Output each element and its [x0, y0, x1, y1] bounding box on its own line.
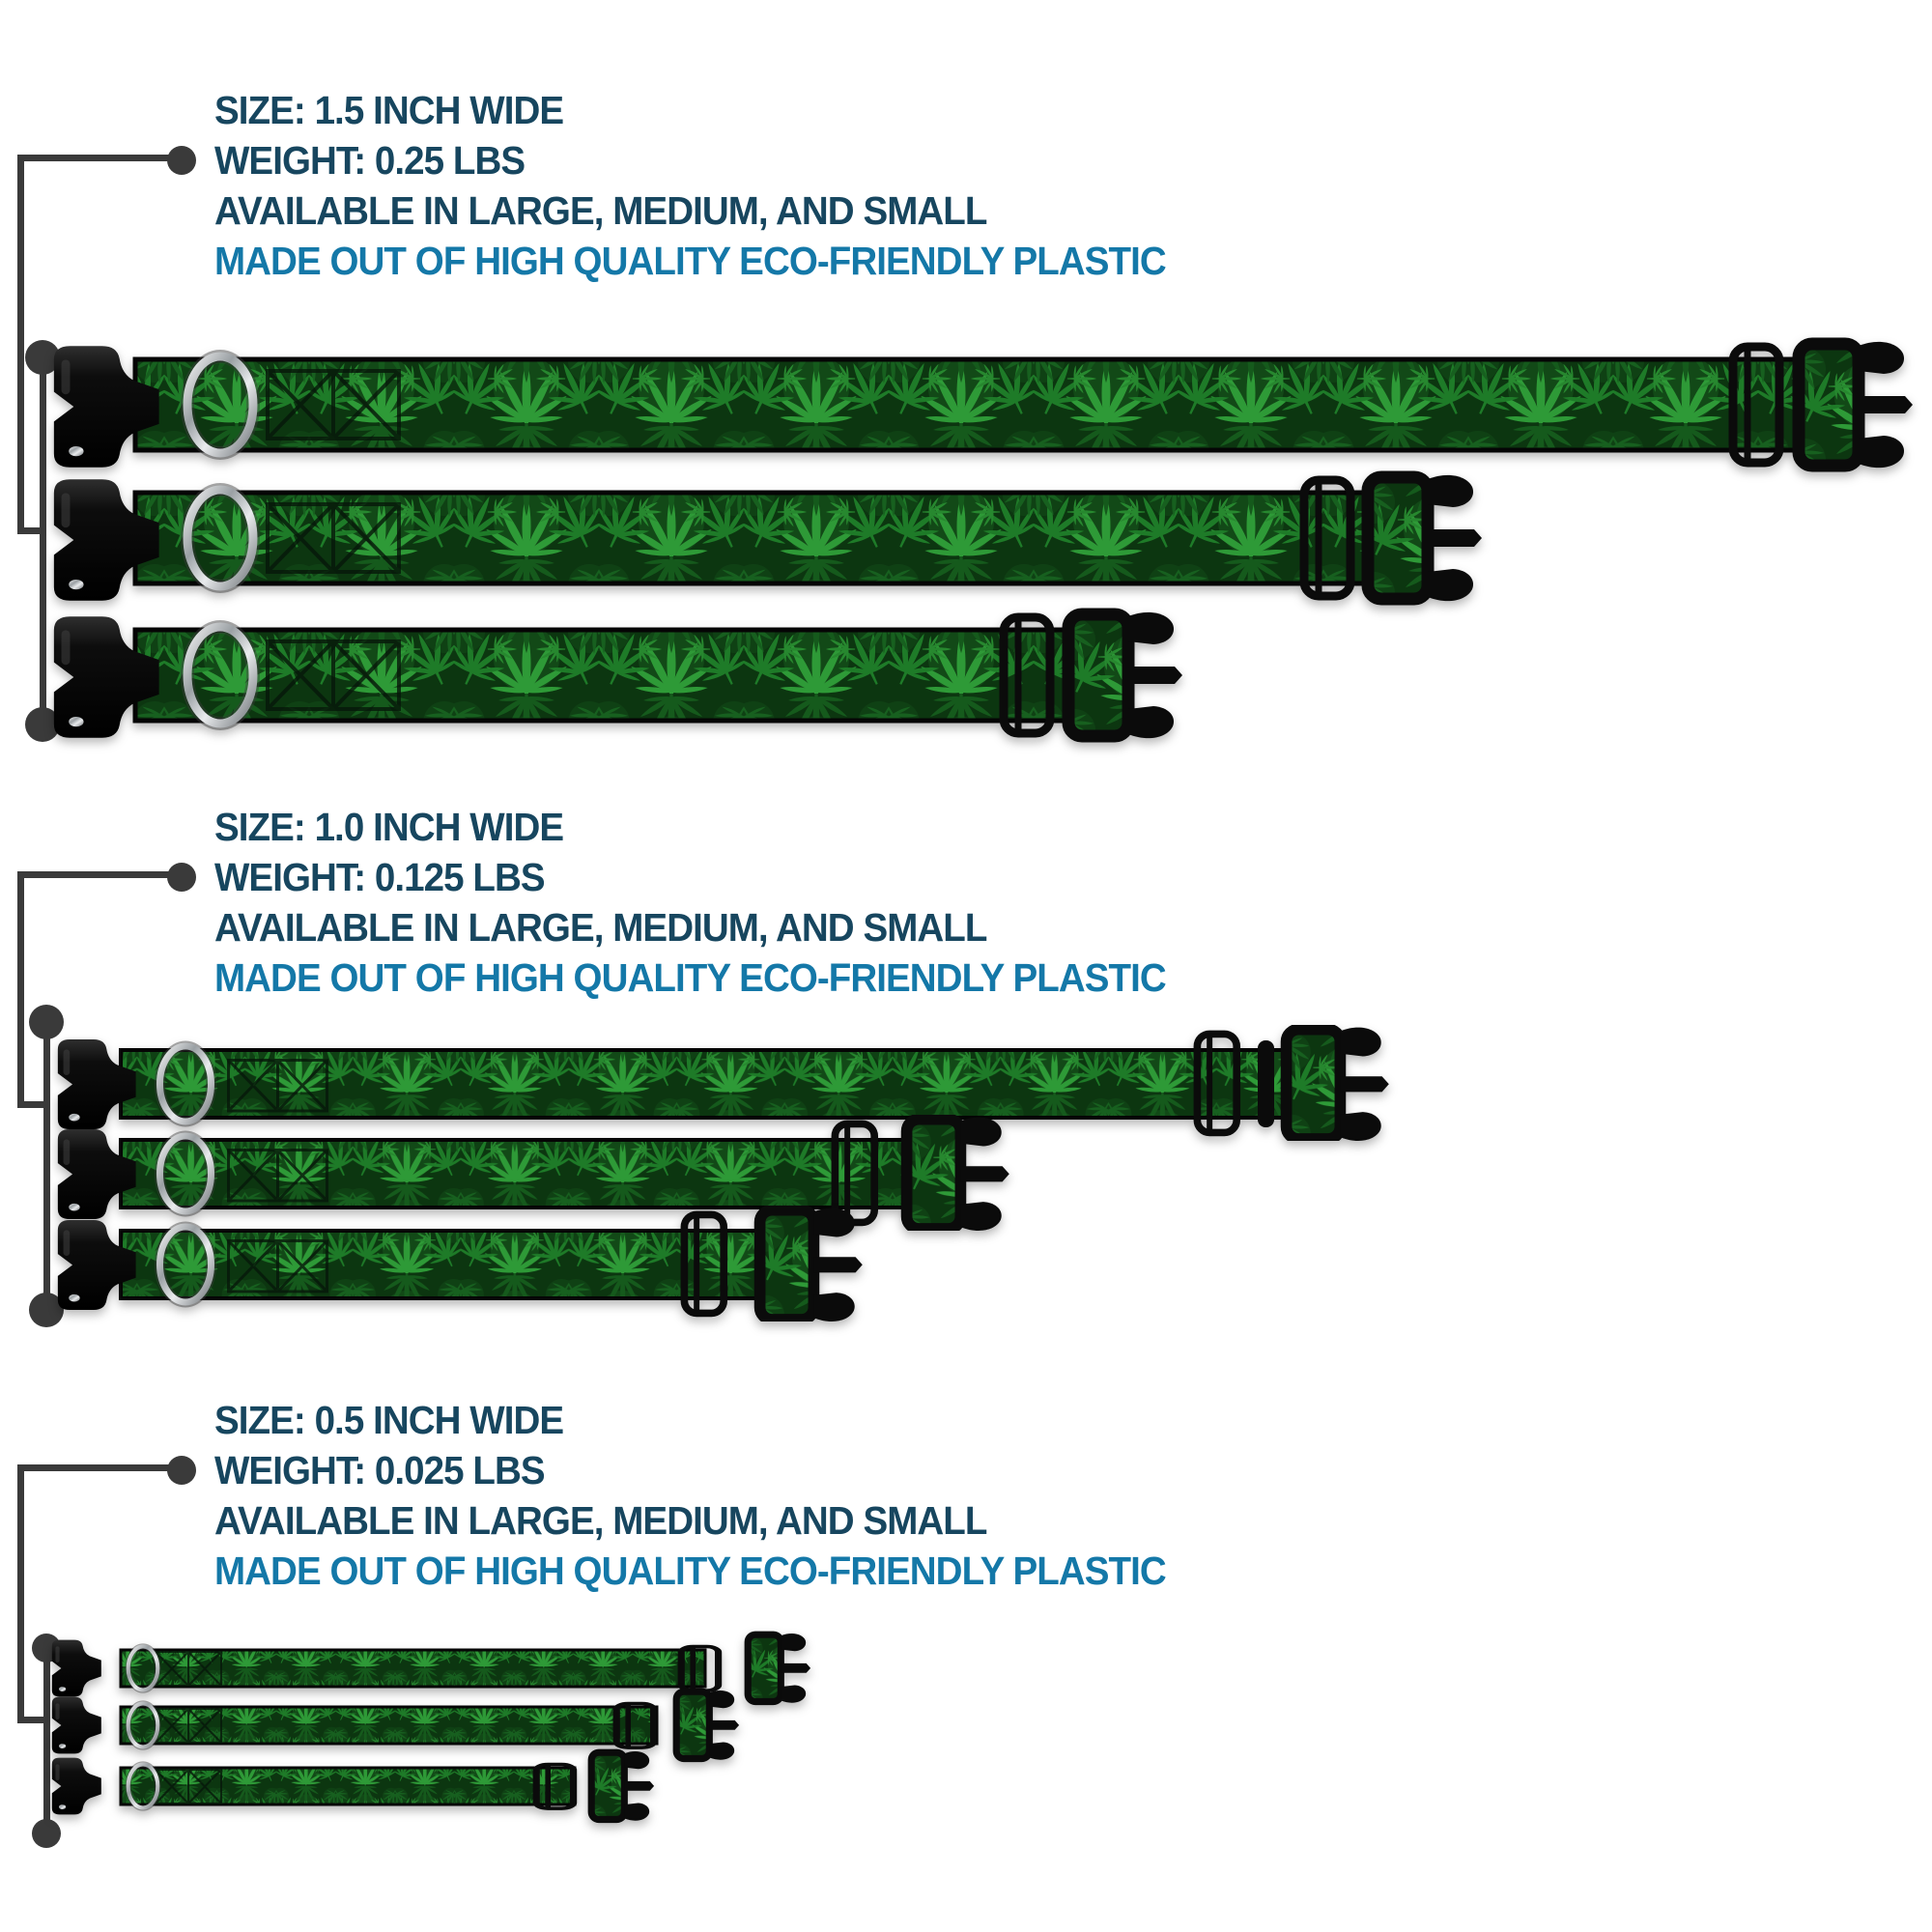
connector-line: [17, 1464, 182, 1471]
connector-line: [17, 871, 24, 1108]
male-buckle: [1068, 612, 1182, 738]
weight-text-3: WEIGHT: 0.025 LBS: [214, 1448, 545, 1492]
strap: [121, 1707, 657, 1744]
connector-line: [17, 1464, 24, 1723]
collar-05in-small: [39, 1747, 860, 1825]
strap: [121, 1650, 705, 1687]
collar-15in-large: [19, 332, 1927, 477]
weight-text-1: WEIGHT: 0.25 LBS: [214, 138, 526, 183]
collar-15in-medium: [19, 466, 1927, 611]
weight-text-2: WEIGHT: 0.125 LBS: [214, 855, 545, 899]
male-buckle: [591, 1751, 654, 1821]
male-buckle: [760, 1208, 863, 1321]
strap: [135, 359, 1802, 450]
female-buckle: [52, 1697, 101, 1754]
availability-text-3: AVAILABLE IN LARGE, MEDIUM, AND SMALL: [214, 1498, 987, 1543]
connector-line: [17, 871, 182, 878]
female-buckle: [52, 1758, 101, 1815]
strap: [135, 630, 1087, 721]
collar-10in-small: [29, 1206, 1430, 1321]
collar-15in-small: [19, 603, 1927, 748]
size-text-2: SIZE: 1.0 INCH WIDE: [214, 805, 564, 849]
material-text-1: MADE OUT OF HIGH QUALITY ECO-FRIENDLY PLASTIC: [214, 239, 1166, 283]
material-text-3: MADE OUT OF HIGH QUALITY ECO-FRIENDLY PLASTIC: [214, 1548, 1166, 1593]
size-text-1: SIZE: 1.5 INCH WIDE: [214, 88, 564, 132]
male-buckle: [1799, 342, 1913, 468]
connector-line: [17, 155, 182, 161]
strap: [135, 493, 1372, 583]
material-text-2: MADE OUT OF HIGH QUALITY ECO-FRIENDLY PLASTIC: [214, 955, 1166, 1000]
availability-text-1: AVAILABLE IN LARGE, MEDIUM, AND SMALL: [214, 188, 987, 233]
size-text-3: SIZE: 0.5 INCH WIDE: [214, 1398, 564, 1442]
availability-text-2: AVAILABLE IN LARGE, MEDIUM, AND SMALL: [214, 905, 987, 950]
male-buckle: [1368, 475, 1482, 601]
